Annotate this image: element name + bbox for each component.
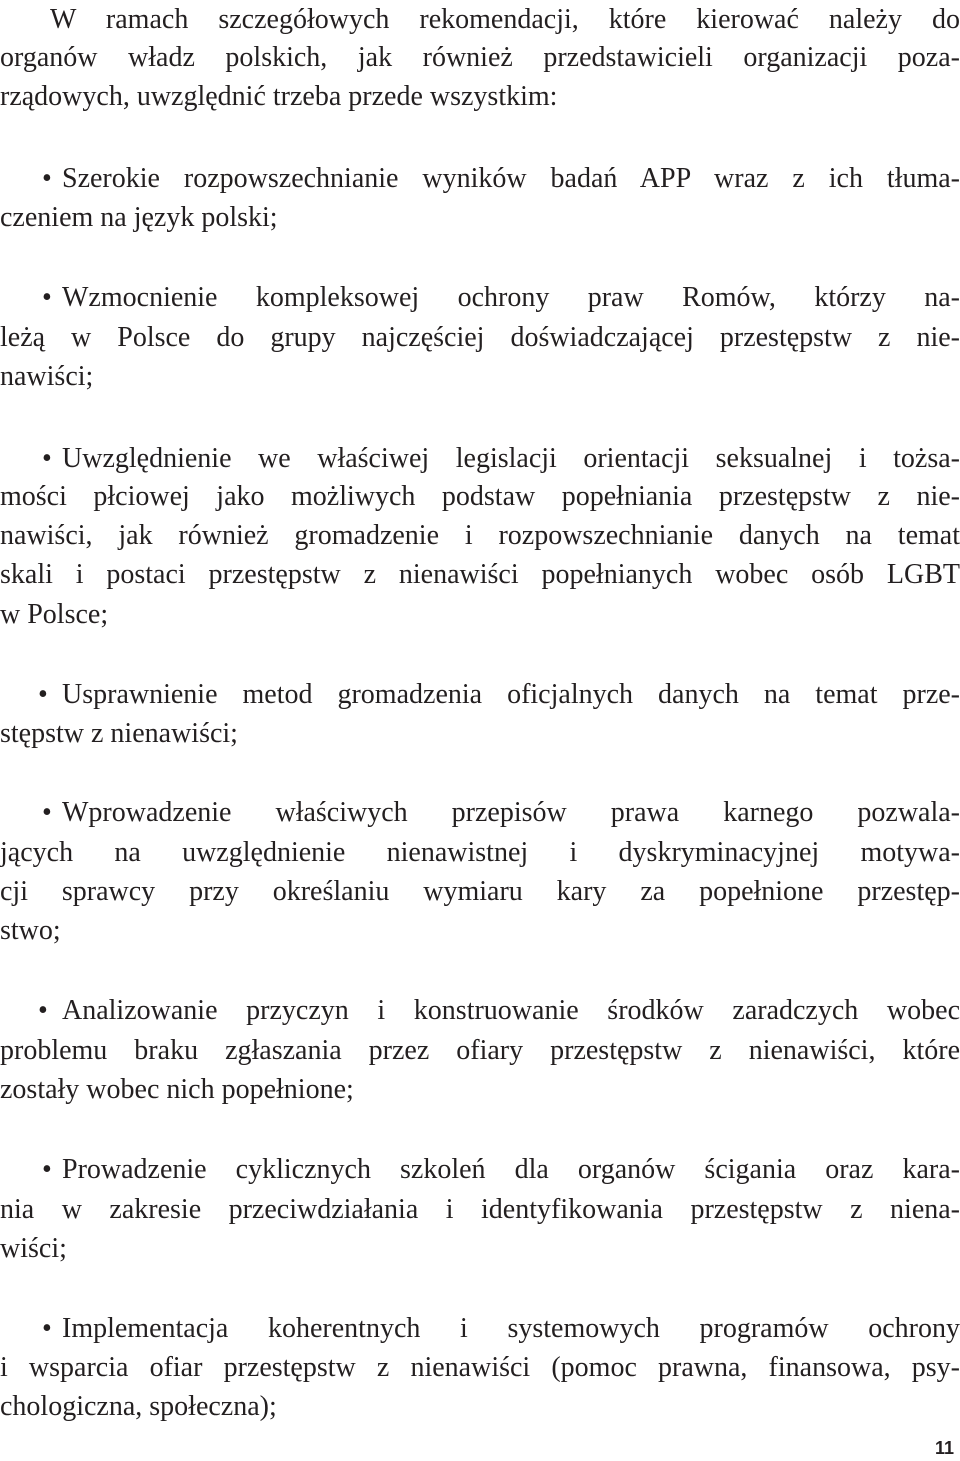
bullet-icon: • [42, 443, 52, 474]
bullet-icon: • [42, 282, 52, 313]
item-line: stwo; [0, 915, 61, 946]
item-line: zostały wobec nich popełnione; [0, 1074, 354, 1105]
bullet-icon: • [42, 163, 52, 194]
bullet-icon: • [38, 995, 48, 1026]
item-line: chologiczna, społeczna); [0, 1391, 277, 1422]
item-line: nia w zakresie przeciwdziałania i identyfikowania przestępstw z niena- [0, 1194, 960, 1225]
item-line: i wsparcia ofiar przestępstw z nienawiści (pomoc prawna, finansowa, psy- [0, 1352, 960, 1383]
item-line: Usprawnienie metod gromadzenia oficjalnych danych na temat prze- [62, 679, 960, 710]
item-line: skali i postaci przestępstw z nienawiści popełnianych wobec osób LGBT [0, 559, 960, 590]
item-line: leżą w Polsce do grupy najczęściej doświadczającej przestępstw z nie- [0, 322, 960, 353]
item-line: nawiści, jak również gromadzenie i rozpowszechnianie danych na temat [0, 520, 960, 551]
intro-line: W ramach szczegółowych rekomendacji, które kierować należy do [50, 4, 960, 35]
item-line: czeniem na język polski; [0, 202, 278, 233]
bullet-icon: • [42, 1154, 52, 1185]
item-line: jących na uwzględnienie nienawistnej i dyskryminacyjnej motywa- [0, 837, 960, 868]
item-line: Wzmocnienie kompleksowej ochrony praw Romów, którzy na- [62, 282, 960, 313]
item-line: stępstw z nienawiści; [0, 718, 238, 749]
bullet-icon: • [42, 1313, 52, 1344]
bullet-icon: • [42, 797, 52, 828]
item-line: wiści; [0, 1233, 67, 1264]
item-line: Szerokie rozpowszechnianie wyników badań APP wraz z ich tłuma- [62, 163, 960, 194]
item-line: Implementacja koherentnych i systemowych programów ochrony [62, 1313, 960, 1344]
item-line: Uwzględnienie we właściwej legislacji orientacji seksualnej i tożsa- [62, 443, 960, 474]
item-line: cji sprawcy przy określaniu wymiaru kary za popełnione przestęp- [0, 876, 960, 907]
intro-line: rządowych, uwzględnić trzeba przede wszystkim: [0, 81, 558, 112]
item-line: Wprowadzenie właściwych przepisów prawa karnego pozwala- [62, 797, 960, 828]
item-line: problemu braku zgłaszania przez ofiary przestępstw z nienawiści, które [0, 1035, 960, 1066]
intro-line: organów władz polskich, jak również przedstawicieli organizacji poza- [0, 42, 960, 73]
bullet-icon: • [38, 679, 48, 710]
item-line: mości płciowej jako możliwych podstaw popełniania przestępstw z nie- [0, 481, 960, 512]
item-line: Prowadzenie cyklicznych szkoleń dla organów ścigania oraz kara- [62, 1154, 960, 1185]
page-number: 11 [934, 1438, 954, 1458]
item-line: nawiści; [0, 361, 94, 392]
item-line: Analizowanie przyczyn i konstruowanie środków zaradczych wobec [62, 995, 960, 1026]
item-line: w Polsce; [0, 599, 109, 630]
